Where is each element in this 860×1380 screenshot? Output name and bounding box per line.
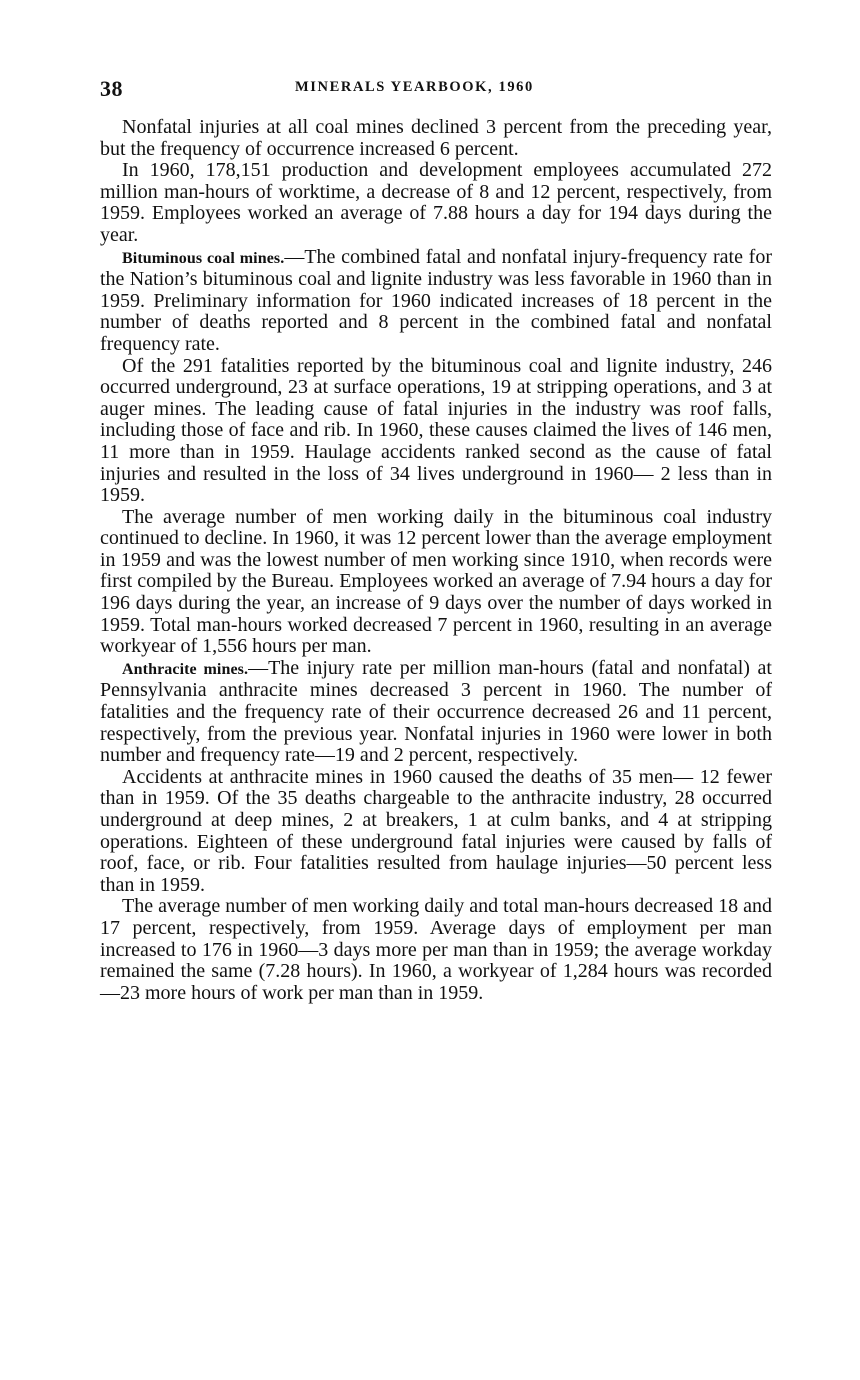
page-number: 38 [100, 76, 123, 101]
paragraph-text: —The injury rate per million man-hours (fatal and nonfatal) at Pennsylvania anthracite mines decreased 3 percent in 1960. The number of fatalities and the frequency rate of their occurrence decreased 26 and 11 percent, respectively, from the previous year. Nonfatal injuries in 1960 were lower in both number and frequency rate—19 and 2 percent, respectively. [100, 656, 772, 767]
paragraph [100, 356, 772, 507]
section-heading: Bituminous coal mines. [122, 249, 285, 267]
paragraph-text: Accidents at anthracite mines in 1960 caused the deaths of 35 men— 12 fewer than in 1959. Of the 35 deaths chargeable to the anthracite industry, 28 occurred underground at deep mines, 2 at breakers, 1 at culm banks, and 4 at stripping operations. Eighteen of these underground fatal injuries were caused by falls of roof, face, or rib. Four fatalities resulted from haulage injuries—50 percent less than in 1959. [100, 765, 772, 896]
paragraph [100, 507, 772, 658]
paragraph [100, 896, 772, 1004]
paragraph [100, 160, 772, 246]
body-text [100, 117, 772, 1004]
paragraph [100, 658, 772, 767]
paragraph-text: The average number of men working daily and total man-hours decreased 18 and 17 percent, respectively, from 1959. Average days of employment per man increased to 176 in 1960—3 days more per man than in 1959; the average workday remained the same (7.28 hours). In 1960, a workyear of 1,284 hours was recorded—23 more hours of work per man than in 1959. [100, 895, 772, 1004]
paragraph-text: The average number of men working daily in the bituminous coal industry continued to decline. In 1960, it was 12 percent lower than the average employment in 1959 and was the lowest number of men working since 1910, when records were first compiled by the Bureau. Employees worked an average of 7.94 hours a day for 196 days during the year, an increase of 9 days over the number of days worked in 1959. Total man-hours worked decreased 7 percent in 1960, resulting in an average workyear of 1,556 hours per man. [100, 505, 772, 658]
section-heading: Anthracite mines. [122, 660, 249, 678]
paragraph-text: In 1960, 178,151 production and development employees accumulated 272 million man-hours of worktime, a decrease of 8 and 12 percent, respectively, from 1959. Employees worked an average of 7.88 hours a day for 194 days during the year. [100, 159, 772, 246]
paragraph [100, 117, 772, 160]
paragraph-text: —The combined fatal and nonfatal injury-frequency rate for the Nation’s bituminous coal and lignite industry was less favorable in 1960 than in 1959. Preliminary information for 1960 indicated increases of 18 percent in the number of deaths reported and 8 percent in the combined fatal and nonfatal frequency rate. [100, 245, 772, 355]
running-title: MINERALS YEARBOOK, 1960 [295, 79, 534, 95]
paragraph [100, 767, 772, 897]
paragraph-text: Of the 291 fatalities reported by the bituminous coal and lignite industry, 246 occurred underground, 23 at surface operations, 19 at stripping operations, and 3 at auger mines. The leading cause of fatal injuries in the industry was roof falls, including those of face and rib. In 1960, these causes claimed the lives of 146 men, 11 more than in 1959. Haulage accidents ranked second as the cause of fatal injuries and resulted in the loss of 34 lives underground in 1960— 2 less than in 1959. [100, 354, 772, 507]
paragraph [100, 247, 772, 356]
running-head [100, 76, 772, 100]
paragraph-text: Nonfatal injuries at all coal mines declined 3 percent from the preceding year, but the frequency of occurrence increased 6 percent. [100, 116, 772, 160]
